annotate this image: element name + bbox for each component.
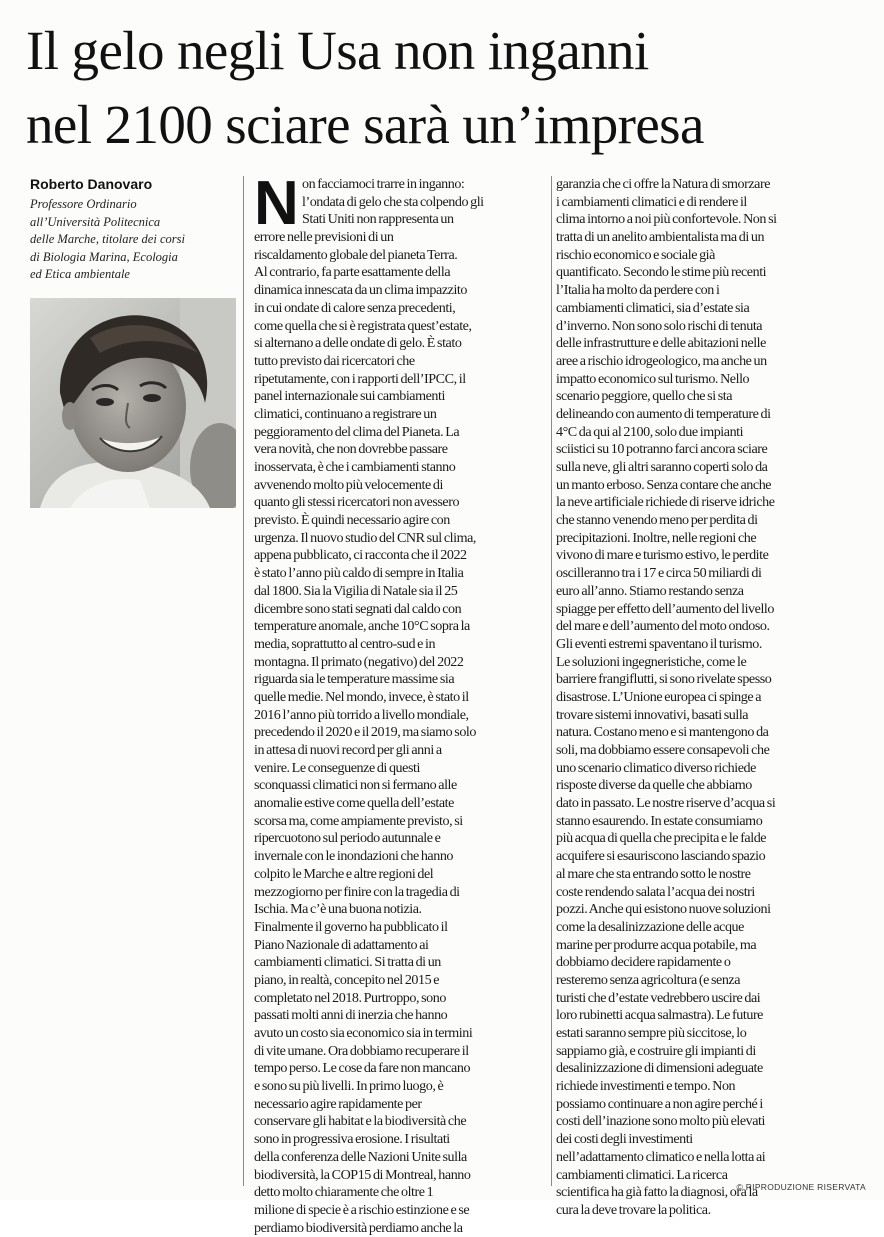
author-role-line: delle Marche, titolare dei corsi bbox=[30, 232, 185, 246]
author-photo bbox=[30, 298, 236, 508]
article-text-line: uno scenario climatico diverso richiede bbox=[556, 759, 756, 776]
article-text-line: tutto previsto dai ricercatori che bbox=[254, 352, 415, 369]
article-text-line: quantificato. Secondo le stime più recenti bbox=[556, 264, 767, 281]
article-text-line: marine per produrre acqua potabile, ma bbox=[556, 936, 757, 953]
author-role-line: ed Etica ambientale bbox=[30, 267, 130, 281]
column-divider bbox=[551, 176, 552, 1186]
author-portrait-icon bbox=[30, 298, 236, 508]
article-text-line: costi dell’inazione sono molto più elevati bbox=[556, 1113, 765, 1130]
article-text-line: possiamo continuare a non agire perché i bbox=[556, 1095, 763, 1112]
article-text-line: riscaldamento globale del pianeta Terra. bbox=[254, 246, 458, 263]
article-text-line: inosservata, è che i cambiamenti stanno bbox=[254, 459, 456, 475]
article-text-line: ripetutamente, con i rapporti dell’IPCC, il bbox=[254, 370, 466, 387]
article-text-line: aree a rischio idrogeologico, ma anche un bbox=[556, 352, 767, 369]
article-text-line: al mare che sta entrando sotto le nostre bbox=[556, 865, 751, 882]
headline-line: nel 2100 sciare sarà un’impresa bbox=[26, 94, 704, 155]
article-text-line: panel internazionale sui cambiamenti bbox=[254, 388, 445, 405]
article-text-line: i cambiamenti climatici e di rendere il bbox=[556, 193, 747, 210]
article-text-line: detto molto chiaramente che oltre 1 bbox=[254, 1184, 434, 1201]
article-text-line: peggioramento del clima del Pianeta. La bbox=[254, 423, 460, 440]
article-text-line: delineando con aumento di temperature di bbox=[556, 405, 771, 422]
article-text-line: quanto gli stessi ricercatori non avessero bbox=[254, 494, 460, 511]
article-column-2 bbox=[254, 169, 544, 1237]
article-text-line: sulla neve, gli altri saranno coperti solo da bbox=[556, 459, 768, 475]
article-text-line: colpito le Marche e altre regioni del bbox=[254, 865, 434, 882]
article-text-line: Piano Nazionale di adattamento ai bbox=[254, 936, 429, 953]
article-text-line: dobbiamo decidere rapidamente o bbox=[556, 954, 731, 971]
author-role bbox=[30, 196, 250, 284]
article-text-line: conservare gli habitat e la biodiversità che bbox=[254, 1113, 467, 1130]
article-text-line: dicembre sono stati segnati dal caldo con bbox=[254, 600, 462, 617]
article-text-line: ripercuotono sul periodo autunnale e bbox=[254, 830, 441, 847]
article-text-line: riguarda sia le temperature massime sia bbox=[254, 671, 455, 688]
article-text-line: Ischia. Ma c’è una buona notizia. bbox=[254, 901, 422, 918]
article-text-line: la neve artificiale richiede di riserve idriche bbox=[556, 494, 775, 511]
article-text-line: garanzia che ci offre la Natura di smorzare bbox=[556, 176, 771, 192]
article-text-line: come quella che si è registrata quest’estate, bbox=[254, 317, 472, 334]
article-text-line: sciistici su 10 potranno farci ancora sciare bbox=[556, 441, 768, 458]
article-text-line: desalinizzazione di dimensioni adeguate bbox=[556, 1060, 763, 1077]
article-text-line: euro all’anno. Stiamo restando senza bbox=[556, 582, 744, 599]
article-text-line: cura la deve trovare la politica. bbox=[556, 1201, 711, 1218]
article-text-line: Gli eventi estremi spaventano il turismo. bbox=[556, 635, 762, 652]
article-text-line: l’ondata di gelo che sta colpendo gli bbox=[302, 193, 484, 210]
article-text-line: del mare e dell’aumento del moto ondoso. bbox=[556, 618, 770, 635]
article-text-line: tempo perso. Le cose da fare non mancano bbox=[254, 1060, 471, 1077]
article-text-line: in attesa di nuovi record per gli anni a bbox=[254, 742, 442, 758]
article-text-line: mezzogiorno per finire con la tragedia di bbox=[254, 883, 460, 900]
article-text-line: cambiamenti climatici, sia d’estate sia bbox=[556, 299, 750, 316]
article-text-line: disastrose. L’Unione europea ci spinge a bbox=[556, 688, 762, 705]
article-text-line: anomalie estive come quella dell’estate bbox=[254, 795, 454, 812]
article-text-line: invernale con le inondazioni che hanno bbox=[254, 848, 454, 865]
article-text-line: l’Italia ha molto da perdere con i bbox=[556, 282, 720, 299]
article-text-line: si alternano a delle ondate di gelo. È stato bbox=[254, 335, 462, 352]
article-text-line: impatto economico sul turismo. Nello bbox=[556, 370, 750, 387]
author-role-line: di Biologia Marina, Ecologia bbox=[30, 249, 178, 264]
article-text-line: venire. Le conseguenze di questi bbox=[254, 759, 420, 776]
article-text-line: dal 1800. Sia la Vigilia di Natale sia il 25 bbox=[254, 582, 458, 599]
article-text-line: risposte diverse da quelle che abbiamo bbox=[556, 777, 752, 794]
article-text-line: spiagge per effetto dell’aumento del livello bbox=[556, 600, 774, 617]
article-text-line: scenario peggiore, quello che si sta bbox=[556, 388, 733, 405]
article-text-line: turisti che d’estate vedrebbero uscire dai bbox=[556, 989, 761, 1006]
article-text-line: Le soluzioni ingegneristiche, come le bbox=[556, 653, 747, 670]
article-text-line: precipitazioni. Inoltre, nelle regioni che bbox=[556, 529, 757, 546]
article-text-line: è stato l’anno più caldo di sempre in Italia bbox=[254, 565, 464, 582]
article-text-line: resteremo senza agricoltura (e senza bbox=[556, 971, 741, 988]
author-role-line: all’Università Politecnica bbox=[30, 214, 161, 229]
article-column-3 bbox=[556, 176, 856, 1220]
article-text-line: natura. Costano meno e si mantengono da bbox=[556, 724, 769, 741]
article-text-line: avvenendo molto più velocemente di bbox=[254, 476, 443, 493]
article-headline bbox=[26, 14, 876, 162]
article-text-line: vivono di mare e turismo estivo, le perdite bbox=[556, 547, 769, 564]
drop-cap: N bbox=[254, 169, 299, 238]
article-text-line: quelle medie. Nel mondo, invece, è stato il bbox=[254, 688, 469, 705]
article-text-line: previsto. È quindi necessario agire con bbox=[254, 512, 450, 529]
article-text-line: cambiamenti climatici. La ricerca bbox=[556, 1166, 728, 1183]
article-text-line: sconquassi climatici non si fermano alle bbox=[254, 777, 457, 794]
article-text-line: urgenza. Il nuovo studio del CNR sul clima, bbox=[254, 529, 476, 546]
article-text-line: dato in passato. Le nostre riserve d’acqua si bbox=[556, 795, 776, 812]
article-text-line: oscilleranno tra i 17 e circa 50 miliardi di bbox=[556, 565, 762, 582]
article-text-line: pozzi. Anche qui esistono nuove soluzioni bbox=[556, 901, 771, 918]
copyright-notice: © RIPRODUZIONE RISERVATA bbox=[736, 1182, 866, 1192]
article-text-line: dei costi degli investimenti bbox=[556, 1131, 693, 1148]
article-text-line: completato nel 2018. Purtroppo, sono bbox=[254, 989, 446, 1006]
article-text-line: d’inverno. Non sono solo rischi di tenuta bbox=[556, 317, 763, 334]
article-text-line: precedendo il 2020 e il 2019, ma siamo solo bbox=[254, 724, 476, 741]
article-text-line: Stati Uniti non rappresenta un bbox=[302, 211, 454, 228]
article-text-line: che stanno venendo meno per perdita di bbox=[556, 512, 758, 529]
article-text-line: cambiamenti climatici. Si tratta di un bbox=[254, 954, 441, 971]
article-text-line: richiede investimenti e tempo. Non bbox=[556, 1078, 736, 1095]
article-text-line: soli, ma dobbiamo essere consapevoli che bbox=[556, 742, 770, 758]
headline-line: Il gelo negli Usa non inganni bbox=[26, 20, 649, 81]
article-text-line: biodiversità, la COP15 di Montreal, hanno bbox=[254, 1166, 471, 1183]
article-text-line: e sono su più livelli. In primo luogo, è bbox=[254, 1078, 444, 1095]
article-text-line: estati saranno sempre più siccitose, lo bbox=[556, 1025, 747, 1041]
article-text-line: Al contrario, fa parte esattamente della bbox=[254, 264, 451, 281]
article-text-line: 2016 l’anno più torrido a livello mondiale, bbox=[254, 706, 469, 723]
article-text-line: errore nelle previsioni di un bbox=[254, 229, 394, 246]
article-text-line: temperature anomale, anche 10°C sopra la bbox=[254, 618, 470, 635]
author-name: Roberto Danovaro bbox=[30, 176, 153, 192]
article-text-line: on facciamoci trarre in inganno: bbox=[302, 176, 465, 192]
article-text-line: perdiamo biodiversità perdiamo anche la bbox=[254, 1219, 463, 1236]
article-text-line: delle infrastrutture e delle abitazioni nelle bbox=[556, 335, 766, 352]
article-text-line: montagna. Il primato (negativo) del 2022 bbox=[254, 653, 464, 670]
article-text-line: Finalmente il governo ha pubblicato il bbox=[254, 918, 448, 935]
article-text-line: più acqua di quella che precipita e le falde bbox=[556, 830, 767, 847]
article-text-line: passati molti anni di inerzia che hanno bbox=[254, 1007, 448, 1024]
article-text-line: tratta di un anelito ambientalista ma di un bbox=[556, 229, 765, 246]
article-text-line: della conferenza delle Nazioni Unite sulla bbox=[254, 1148, 467, 1165]
article-text-line: piano, in realtà, concepito nel 2015 e bbox=[254, 971, 440, 988]
column-divider bbox=[243, 176, 244, 1186]
article-text-line: stanno esaurendo. In estate consumiamo bbox=[556, 812, 763, 829]
article-text-line: acquifere si esauriscono lasciando spazio bbox=[556, 848, 766, 865]
article-text-line: 4°C da qui al 2100, solo due impianti bbox=[556, 423, 744, 440]
article-text-line: nell’adattamento climatico e nella lotta ai bbox=[556, 1148, 766, 1165]
article-text-line: sono in progressiva erosione. I risultati bbox=[254, 1131, 450, 1148]
article-text-line: dinamica innescata da un clima impazzito bbox=[254, 282, 467, 299]
article-text-line: sappiamo già, e costruire gli impianti di bbox=[556, 1042, 756, 1059]
article-text-line: trovare sistemi innovativi, basati sulla bbox=[556, 706, 749, 723]
article-text-line: clima intorno a noi più confortevole. Non si bbox=[556, 211, 777, 228]
article-text-line: necessario agire rapidamente per bbox=[254, 1095, 422, 1112]
article-text-line: scientifica ha già fatto la diagnosi, ora la bbox=[556, 1184, 758, 1201]
article-text-line: in cui ondate di calore senza precedenti, bbox=[254, 299, 456, 316]
article-text-line: barriere frangiflutti, si sono rivelate spesso bbox=[556, 671, 772, 688]
article-text-line: scorsa ma, come ampiamente previsto, si bbox=[254, 812, 463, 829]
article-text-line: di vite umane. Ora dobbiamo recuperare il bbox=[254, 1042, 469, 1059]
article-text-line: come la desalinizzazione delle acque bbox=[556, 918, 744, 935]
article-text-line: rischio economico e sociale già bbox=[556, 246, 715, 263]
article-text-line: climatici, continuano a registrare un bbox=[254, 405, 437, 422]
article-text-line: coste rendendo salata l’acqua dei nostri bbox=[556, 883, 755, 900]
article-text-line: vera novità, che non dovrebbe passare bbox=[254, 441, 448, 458]
article-text-line: avuto un costo sia economico sia in termini bbox=[254, 1025, 473, 1041]
article-text-line: loro rubinetti acqua salmastra). Le future bbox=[556, 1007, 763, 1024]
author-role-line: Professore Ordinario bbox=[30, 197, 137, 211]
article-text-line: appena pubblicato, ci racconta che il 2022 bbox=[254, 547, 467, 564]
article-text-line: milione di specie è a rischio estinzione e se bbox=[254, 1201, 470, 1218]
article-text-line: un manto erboso. Senza contare che anche bbox=[556, 476, 772, 493]
author-byline bbox=[30, 176, 250, 284]
article-text-line: media, soprattutto al centro-sud e in bbox=[254, 635, 436, 652]
